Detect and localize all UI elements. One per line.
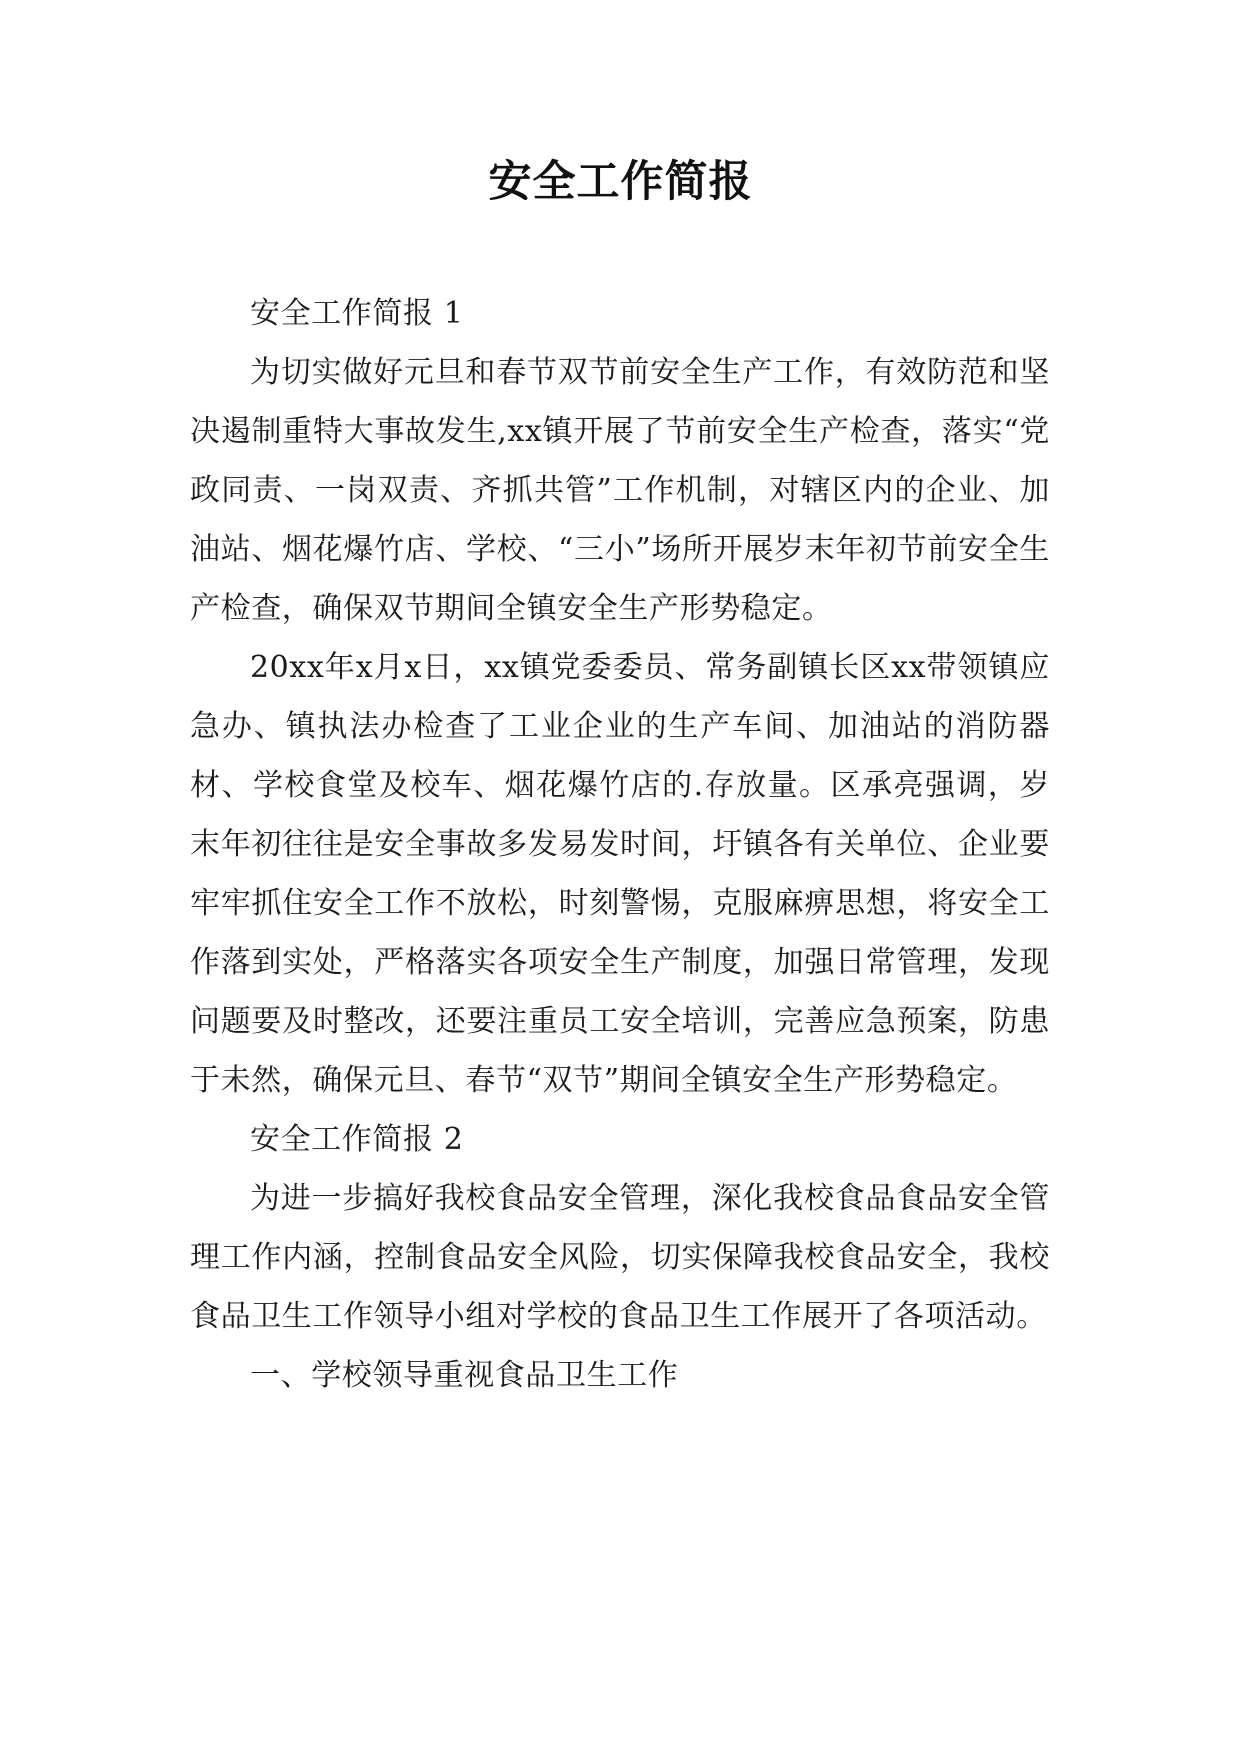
section-heading-1: 安全工作简报 1: [250, 296, 464, 331]
section-heading-2: 安全工作简报 2: [250, 1122, 464, 1157]
document-body: [190, 284, 1050, 1405]
document-title: 安全工作简报: [488, 157, 753, 207]
paragraph-1: 为切实做好元旦和春节双节前安全生产工作，有效防范和坚决遏制重特大事故发生,xx镇开展了节前安全生产检查，落实“党政同责、一岗双责、齐抓共管”工作机制，对辖区内的企业、加油站、烟花爆竹店、学校、“三小”场所开展岁末年初节前安全生产检查，确保双节期间全镇安全生产形势稳定。: [190, 355, 1050, 626]
paragraph-3: 为进一步搞好我校食品安全管理，深化我校食品食品安全管理工作内涵，控制食品安全风险，切实保障我校食品安全，我校食品卫生工作领导小组对学校的食品卫生工作展开了各项活动。: [190, 1181, 1050, 1334]
subsection-heading-1: 一、学校领导重视食品卫生工作: [250, 1358, 679, 1393]
paragraph-2: 20xx年x月x日，xx镇党委委员、常务副镇长区xx带领镇应急办、镇执法办检查了工业企业的生产车间、加油站的消防器材、学校食堂及校车、烟花爆竹店的.存放量。区承亮强调，岁末年初往往是安全事故多发易发时间，圩镇各有关单位、企业要牢牢抓住安全工作不放松，时刻警惕，克服麻痹思想，将安全工作落到实处，严格落实各项安全生产制度，加强日常管理，发现问题要及时整改，还要注重员工安全培训，完善应急预案，防患于未然，确保元旦、春节“双节”期间全镇安全生产形势稳定。: [190, 650, 1050, 1098]
